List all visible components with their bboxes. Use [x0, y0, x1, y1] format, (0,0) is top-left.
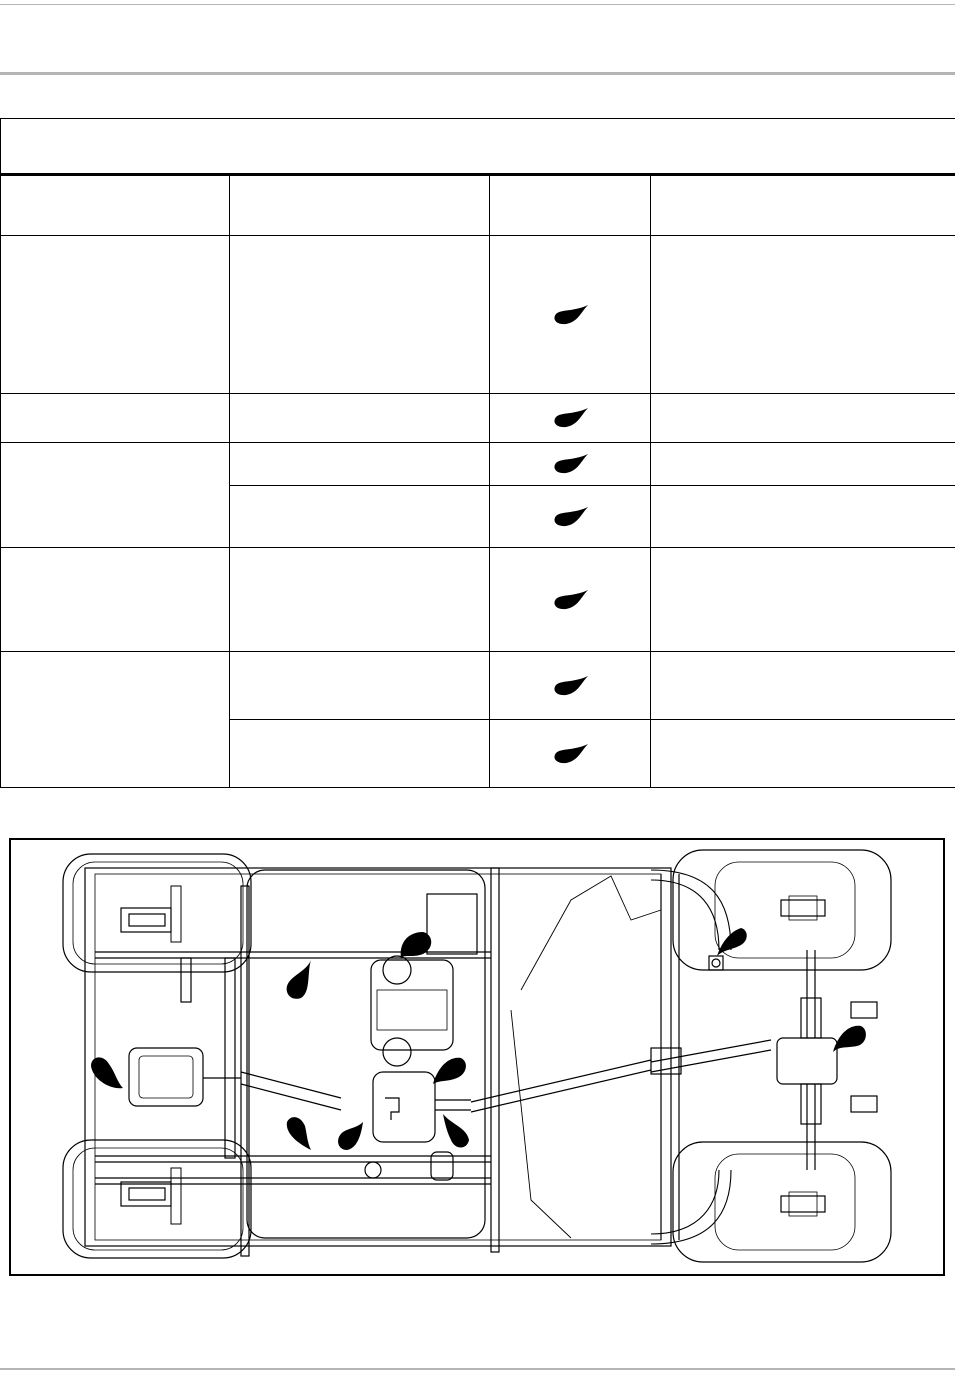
lubricant-cell	[490, 236, 651, 394]
notes-cell	[651, 394, 955, 443]
item-cell	[1, 236, 230, 394]
lubricant-cell	[490, 548, 651, 652]
notes-cell	[651, 548, 955, 652]
lubricant-drop-icon	[287, 1117, 311, 1150]
notes-cell	[651, 486, 955, 548]
header-rule	[0, 72, 955, 75]
lubricant-drop-icon	[551, 407, 589, 429]
service-cell	[230, 486, 490, 548]
lubricant-drop-icon	[551, 589, 589, 611]
table-row	[1, 443, 955, 486]
lubricant-drop-icon	[338, 1122, 363, 1150]
table-row	[1, 548, 955, 652]
column-header-notes	[651, 175, 955, 236]
item-cell	[1, 548, 230, 652]
service-cell	[230, 236, 490, 394]
item-cell	[1, 652, 230, 788]
lubricant-drop-icon	[833, 1026, 866, 1052]
main-frame	[85, 868, 671, 1246]
lubricant-drop-icon	[287, 960, 311, 999]
service-cell	[230, 652, 490, 720]
service-cell	[230, 394, 490, 443]
notes-cell	[651, 720, 955, 788]
lubricant-drop-icon	[551, 453, 589, 475]
table-title	[1, 119, 955, 175]
item-cell	[1, 394, 230, 443]
column-header-item	[1, 175, 230, 236]
table-row	[1, 236, 955, 394]
table-row	[1, 394, 955, 443]
rear-left-tire	[63, 854, 251, 972]
service-cell	[230, 720, 490, 788]
lubricant-cell	[490, 486, 651, 548]
lubricant-cell	[490, 443, 651, 486]
notes-cell	[651, 443, 955, 486]
service-cell	[230, 548, 490, 652]
footer-rule	[0, 1368, 955, 1370]
front-right-tire	[673, 1142, 891, 1262]
lubricant-cell	[490, 652, 651, 720]
lubricant-drop-icon	[433, 1058, 466, 1084]
fuel-tank	[247, 870, 485, 1238]
table-row	[1, 652, 955, 720]
item-cell	[1, 443, 230, 548]
lubricant-drop-icon	[551, 743, 589, 765]
lubrication-table	[0, 118, 955, 788]
lubricant-cell	[490, 720, 651, 788]
column-header-lubricant	[490, 175, 651, 236]
lubricant-drop-icon	[91, 1057, 123, 1088]
transmission	[373, 1072, 435, 1142]
lubrication-callouts	[91, 928, 866, 1150]
notes-cell	[651, 652, 955, 720]
front-left-tire	[673, 850, 891, 970]
service-cell	[230, 443, 490, 486]
lubricant-drop-icon	[443, 1114, 469, 1148]
lubricant-drop-icon	[717, 928, 747, 956]
lubricant-drop-icon	[551, 506, 589, 528]
top-rule	[0, 4, 955, 5]
lubricant-drop-icon	[551, 675, 589, 697]
front-differential	[777, 1038, 837, 1084]
notes-cell	[651, 236, 955, 394]
lubricant-drop-icon	[551, 304, 589, 326]
lubricant-cell	[490, 394, 651, 443]
column-header-service	[230, 175, 490, 236]
chassis-drawing	[11, 840, 943, 1274]
chassis-lubrication-diagram	[9, 838, 945, 1276]
